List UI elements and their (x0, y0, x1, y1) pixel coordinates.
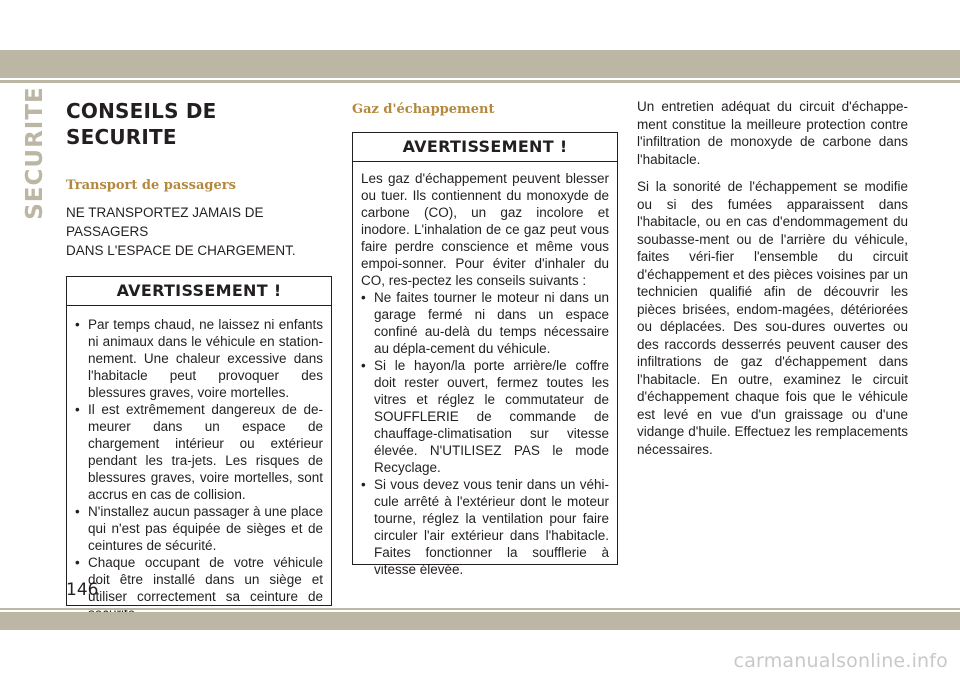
warning-box-exhaust (352, 132, 618, 577)
header-rule (0, 80, 960, 83)
column-3 (637, 98, 908, 468)
warning-item: • Il est extrêmement dangereux de de-meurer dans un espace de chargement intérieur ou extérieur pendant les tra-jets. Les risques de blessures graves, voire mortelles, sont accrus en cas de collision. (75, 402, 323, 502)
column-1 (66, 98, 332, 606)
bullet-icon: • (361, 358, 366, 373)
section-side-tab (18, 86, 52, 220)
passenger-notice: NE TRANSPORTEZ JAMAIS DE PASSAGERS DANS L'ESPACE DE CHARGEMENT. (66, 205, 296, 258)
bullet-icon: • (361, 477, 366, 492)
bullet-icon: • (75, 402, 80, 417)
warning-item: • N'installez aucun passager à une place qui n'est pas équipée de sièges et de ceintures de sécurité. (75, 504, 323, 553)
warning-heading: AVERTISSEMENT ! (353, 133, 617, 162)
watermark-text: carmanualsonline.info (733, 650, 948, 672)
warning-heading: AVERTISSEMENT ! (67, 277, 331, 306)
bullet-icon: • (75, 317, 80, 332)
page-title: CONSEILS DE SECURITE (66, 99, 217, 149)
subtitle-passenger-transport: Transport de passagers (66, 178, 236, 193)
warning-item: • Si le hayon/la porte arrière/le coffre doit rester ouvert, fermez toutes les vitres et réglez le commutateur de SOUFFLERIE de commande de chauffage-climatisation sur vitesse élevée. N'UTILISEZ PAS le mode Recyclage. (361, 358, 609, 475)
warning-box-passengers (66, 276, 332, 606)
warning-list (361, 289, 609, 578)
bullet-icon: • (75, 504, 80, 519)
warning-item: • Ne faites tourner le moteur ni dans un garage fermé ni dans un espace confiné au-delà du temps nécessaire au dépla-cement du véhicule. (361, 290, 609, 356)
warning-item: • Par temps chaud, ne laissez ni enfants ni animaux dans le véhicule en station-nement. Une chaleur excessive dans l'habitacle peut provoquer des blessures graves, voire mortelles. (75, 317, 323, 400)
warning-intro: Les gaz d'échappement peuvent blesser ou tuer. Ils contiennent du monoxyde de carbone (CO), un gaz incolore et inodore. L'inhalation de ce gaz peut vous faire perdre conscience et même vous empoi-sonner. Pour éviter d'inhaler du CO, res-pectez les conseils suivants : (361, 171, 609, 288)
header-band (0, 50, 960, 78)
page-number: 146 (66, 580, 99, 600)
warning-item: • Si vous devez vous tenir dans un véhi-cule arrêté à l'extérieur dont le moteur tourne, réglez la ventilation pour faire circuler l'air extérieur dans l'habitacle. Faites fonctionner la soufflerie à vitesse élevée. (361, 477, 609, 577)
body-paragraph: Un entretien adéquat du circuit d'échappe-ment constitue la meilleure protection contre l'infiltration de monoxyde de carbone dans l'habitacle. (637, 99, 908, 167)
footer-rule (0, 608, 960, 610)
warning-item: • Chaque occupant de votre véhicule doit être installé dans un siège et utiliser correctement sa ceinture de (75, 555, 323, 604)
subtitle-exhaust-gas: Gaz d'échappement (352, 102, 495, 117)
body-paragraph: Si la sonorité de l'échappement se modifie ou si des fumées apparaissent dans l'habitacle, ou en cas d'endommagement du soubasse-ment ou de l'arrière du véhicule, faites véri-fier l'ensemble du circuit d'échappement et des pièces voisines par un technicien qualifié afin de découvrir les pièces brisées, endom-magées, détériorées ou déplacées. Des sou-dures ouvertes ou des raccords desserrés peuvent causer des infiltrations de gaz d'échappement dans l'habitacle. En outre, examinez le circuit d'échappement chaque fois que le véhicule est levé en vue d'un graissage ou d'une vidange d'huile. Effectuez les remplacements nécessaires. (637, 179, 908, 457)
bullet-icon: • (361, 290, 366, 305)
footer-band (0, 612, 960, 630)
column-2 (352, 98, 618, 577)
section-side-tab-label: SECURITE (22, 86, 48, 220)
bullet-icon: • (75, 555, 80, 570)
warning-list (75, 316, 323, 622)
